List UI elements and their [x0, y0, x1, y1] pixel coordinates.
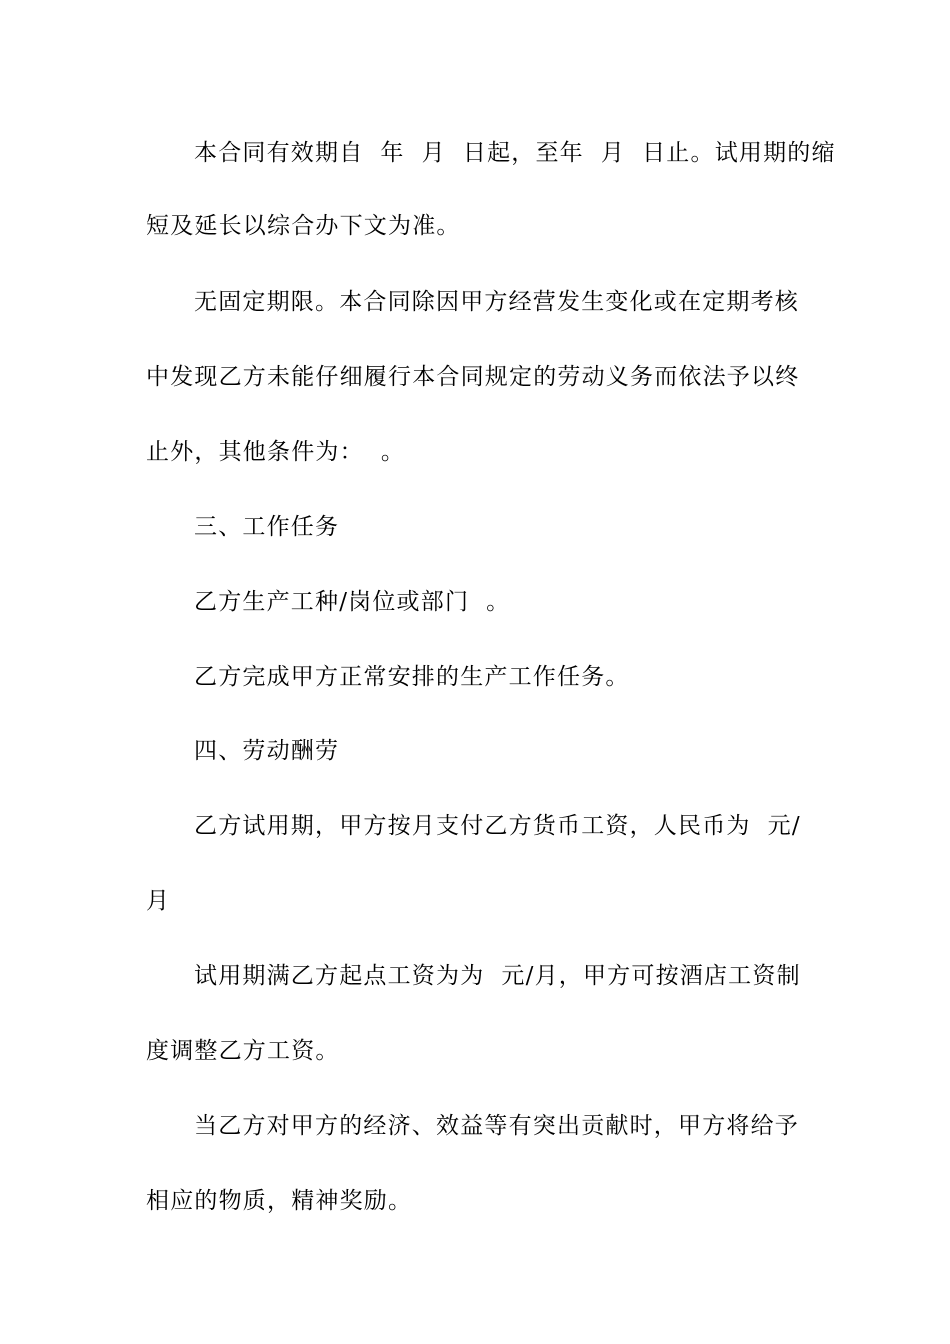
- paragraph-line: 乙方完成甲方正常安排的生产工作任务。: [194, 664, 630, 690]
- paragraph-line: 短及延长以综合办下文为准。: [146, 213, 461, 239]
- paragraph-line: 本合同有效期自 年 月 日起，至年 月 日止。试用期的缩: [194, 140, 836, 166]
- paragraph-line: 止外，其他条件为： 。: [146, 439, 406, 465]
- paragraph-line: 月: [146, 888, 171, 914]
- section-heading: 三、工作任务: [194, 514, 340, 540]
- section-heading: 四、劳动酬劳: [194, 738, 340, 764]
- paragraph-line: 度调整乙方工资。: [146, 1038, 340, 1064]
- paragraph-line: 中发现乙方未能仔细履行本合同规定的劳动义务而依法予以终: [146, 364, 800, 390]
- paragraph-line: 乙方试用期，甲方按月支付乙方货币工资，人民币为 元/: [194, 813, 801, 839]
- paragraph-line: 无固定期限。本合同除因甲方经营发生变化或在定期考核: [194, 289, 799, 315]
- paragraph-line: 相应的物质，精神奖励。: [146, 1188, 413, 1214]
- paragraph-line: 当乙方对甲方的经济、效益等有突出贡献时，甲方将给予: [194, 1113, 799, 1139]
- paragraph-line: 乙方生产工种/岗位或部门 。: [194, 589, 511, 615]
- paragraph-line: 试用期满乙方起点工资为为 元/月，甲方可按酒店工资制: [194, 963, 801, 989]
